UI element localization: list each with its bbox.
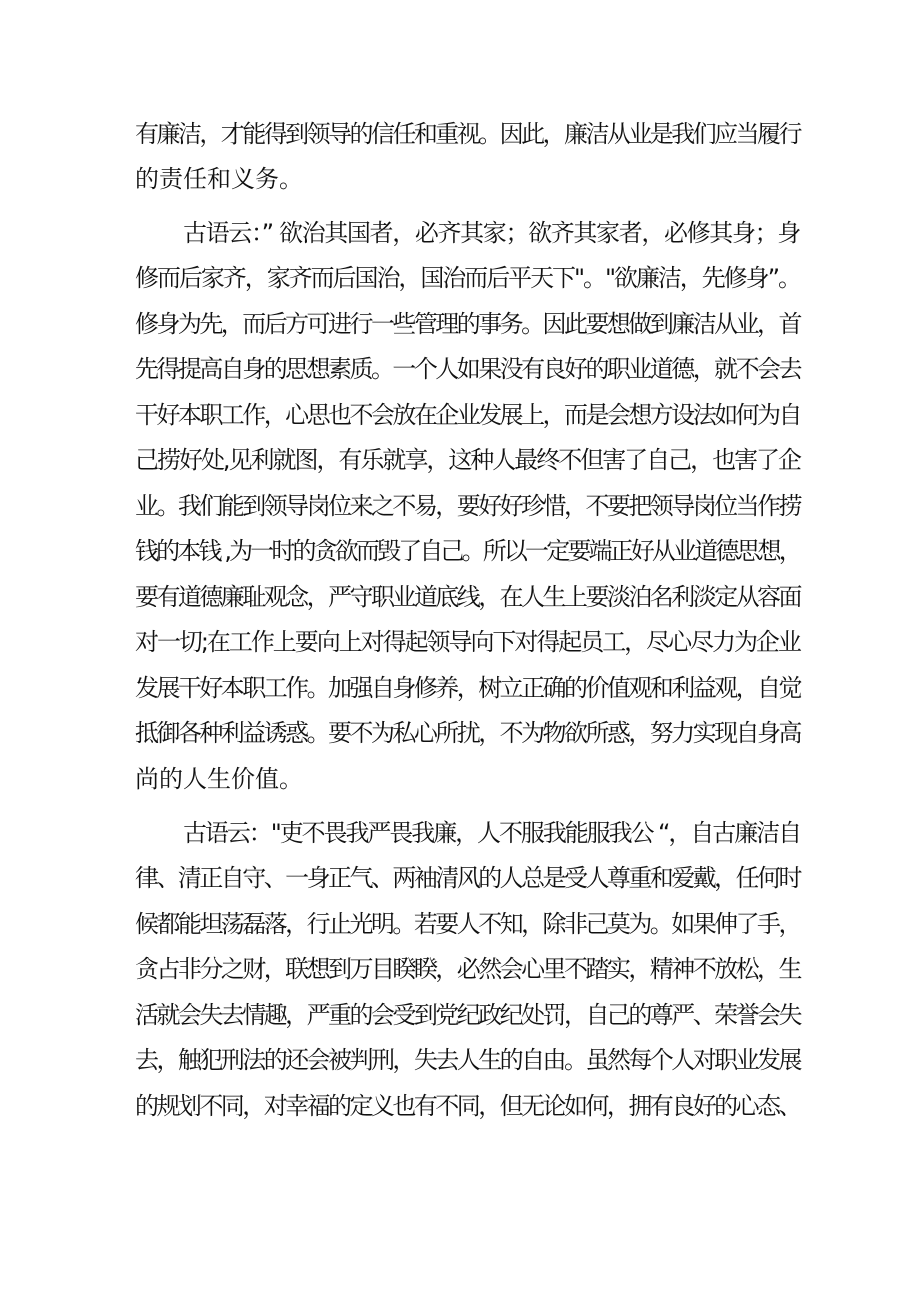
text-line: 贪占非分之财，联想到万目睽睽，必然会心里不踏实，精神不放松，生 [135, 955, 800, 983]
text-line: 抵御各种利益诱惑。要不为私心所扰，不为物欲所惑，努力实现自身高 [135, 719, 800, 747]
text-line: 己捞好处,见利就图，有乐就享，这种人最终不但害了自己，也害了企 [135, 446, 801, 474]
text-line: 要有道德廉耻观念，严守职业道底线，在人生上要淡泊名利淡定从容面 [135, 583, 800, 611]
text-line: 先得提高自身的思想素质。一个人如果没有良好的职业道德，就不会去 [135, 355, 800, 383]
text-line: 去，触犯刑法的还会被判刑，失去人生的自由。虽然每个人对职业发展 [135, 1046, 800, 1074]
paragraph-start-line: 古语云：” 欲治其国者，必齐其家；欲齐其家者，必修其身；身 [183, 219, 800, 247]
text-line: 干好本职工作，心思也不会放在企业发展上，而是会想方设法如何为自 [135, 401, 800, 429]
text-line: 活就会失去情趣，严重的会受到党纪政纪处罚，自己的尊严、荣誉会失 [135, 1001, 800, 1029]
text-line: 候都能坦荡磊落，行止光明。若要人不知，除非己莫为。如果伸了手， [135, 910, 800, 938]
text-line: 发展干好本职工作。加强自身修养，树立正确的价值观和利益观，自觉 [135, 674, 800, 702]
text-line: 的责任和义务。 [135, 165, 303, 193]
text-line: 有廉洁，才能得到领导的信任和重视。因此，廉洁从业是我们应当履行 [135, 120, 800, 148]
text-line: 修而后家齐，家齐而后国治，国治而后平天下"。"欲廉洁，先修身”。 [135, 264, 800, 292]
text-line: 修身为先，而后方可进行一些管理的事务。因此要想做到廉洁从业，首 [135, 310, 800, 338]
text-line: 尚的人生价值。 [135, 765, 303, 793]
text-line: 业。我们能到领导岗位来之不易，要好好珍惜，不要把领导岗位当作捞 [135, 492, 800, 520]
text-line: 律、清正自守、一身正气、两袖清风的人总是受人尊重和爱戴，任何时 [135, 864, 800, 892]
text-line: 钱的本钱 ,为一时的贪欲而毁了自己。所以一定要端正好从业道德思想， [135, 537, 800, 565]
text-line: 的规划不同，对幸福的定义也有不同，但无论如何，拥有良好的心态、 [135, 1092, 800, 1120]
text-line: 对一切;在工作上要向上对得起领导向下对得起员工，尽心尽力为企业 [135, 628, 800, 656]
paragraph-start-line: 古语云："吏不畏我严畏我廉，人不服我能服我公 “，自古廉洁自 [183, 819, 800, 847]
